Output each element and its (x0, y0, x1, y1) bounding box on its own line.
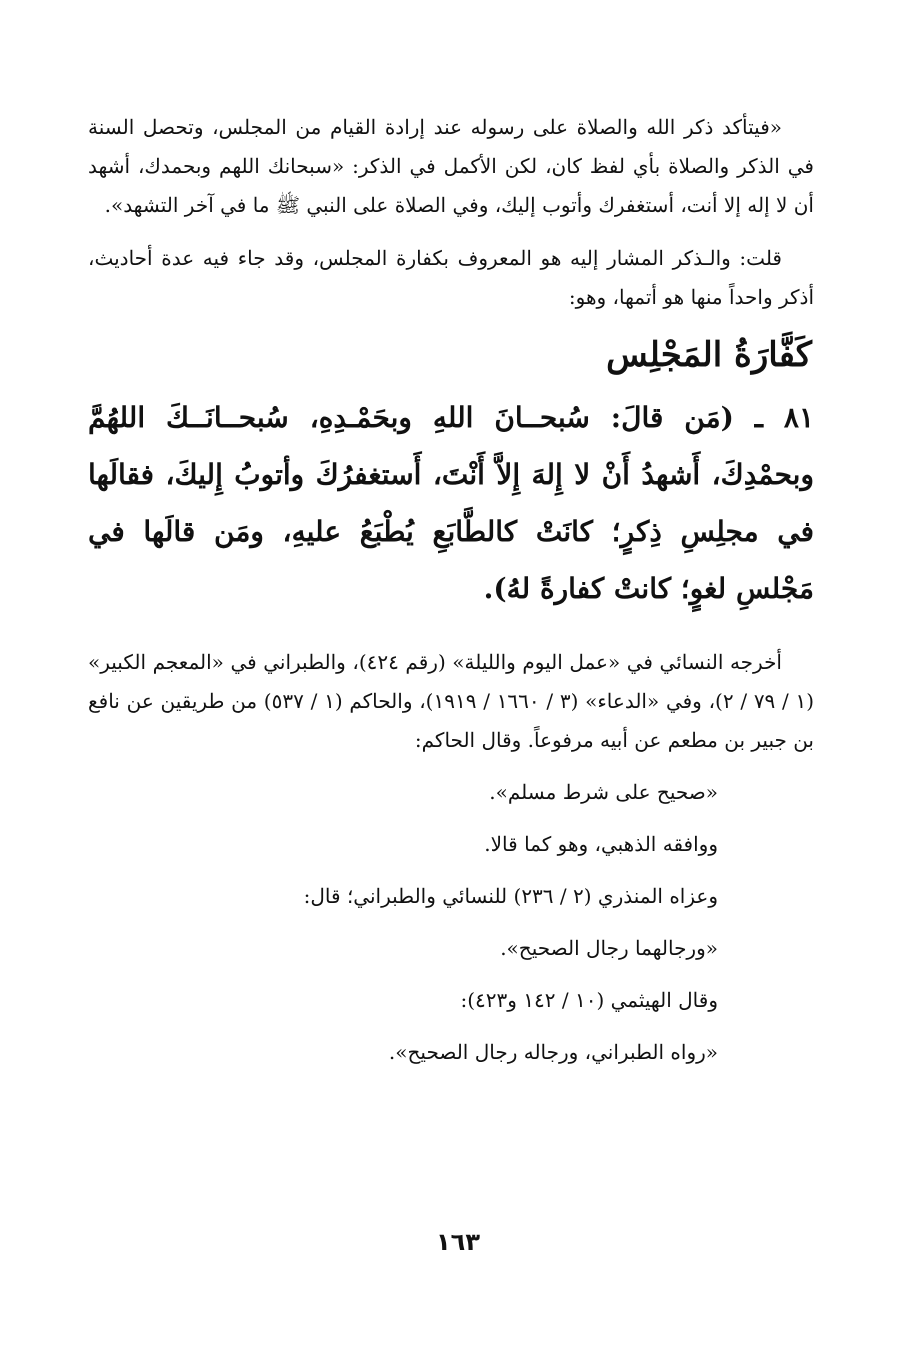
author-comment-paragraph: قلت: والـذكر المشار إليه هو المعروف بكفارة المجلس، وقد جاء فيه عدة أحاديث، أذكر واحداً منها هو أتمها، وهو: (88, 246, 814, 309)
hadith-text: ٨١ ـ (مَن قالَ: سُبحــانَ اللهِ وبحَمْـدِهِ، سُبحــانَــكَ اللهُمَّ وبحمْدِكَ، أَشهدُ أَنْ لا إِلهَ إِلاَّ أَنْتَ، أَستغفرُكَ وأتوبُ إِليكَ، فقالَها في مجلِسِ ذِكرٍ؛ كانَتْ كالطَّابَعِ يُطْبَعُ عليهِ، ومَن قالَها في مَجْلسِ لغوٍ؛ كانتْ كفارةً لهُ). (88, 401, 814, 605)
takhrij-line: وقال الهيثمي (١٠ / ١٤٢ و٤٢٣): (460, 988, 718, 1012)
takhrij-line: «ورجالهما رجال الصحيح». (500, 936, 718, 960)
takhrij-line: «صحيح على شرط مسلم». (489, 780, 718, 804)
book-page (88, 108, 814, 1308)
spacer (88, 225, 814, 239)
takhrij-line: «رواه الطبراني، ورجاله رجال الصحيح». (388, 1040, 718, 1064)
takhrij-line: وعزاه المنذري (٢ / ٢٣٦) للنسائي والطبراني؛ قال: (303, 884, 718, 908)
spacer (88, 617, 814, 643)
section-heading: كَفَّارَةُ المَجْلِس (606, 335, 812, 375)
takhrij-line: ووافقه الذهبي، وهو كما قالا. (484, 832, 718, 856)
intro-quote-paragraph: «فيتأكد ذكر الله والصلاة على رسوله عند إرادة القيام من المجلس، وتحصل السنة في الذكر والصلاة بأي لفظ كان، لكن الأكمل في الذكر: «سبحانك اللهم وبحمدك، أشهد أن لا إله إلا أنت، أستغفرك وأتوب إليك، وفي الصلاة على النبي ﷺ ما في آخر التشهد». (88, 115, 814, 217)
spacer (88, 760, 814, 772)
takhrij-paragraph: أخرجه النسائي في «عمل اليوم والليلة» (رقم ٤٢٤)، والطبراني في «المعجم الكبير» (١ / ٧٩ / ٢)، وفي «الدعاء» (٣ / ١٦٦٠ / ١٩١٩)، والحاكم (١ / ٥٣٧) من طريقين عن نافع بن جبير بن مطعم عن أبيه مرفوعاً. وقال الحاكم: (88, 650, 815, 752)
page-number: ١٦٣ (436, 1228, 480, 1256)
